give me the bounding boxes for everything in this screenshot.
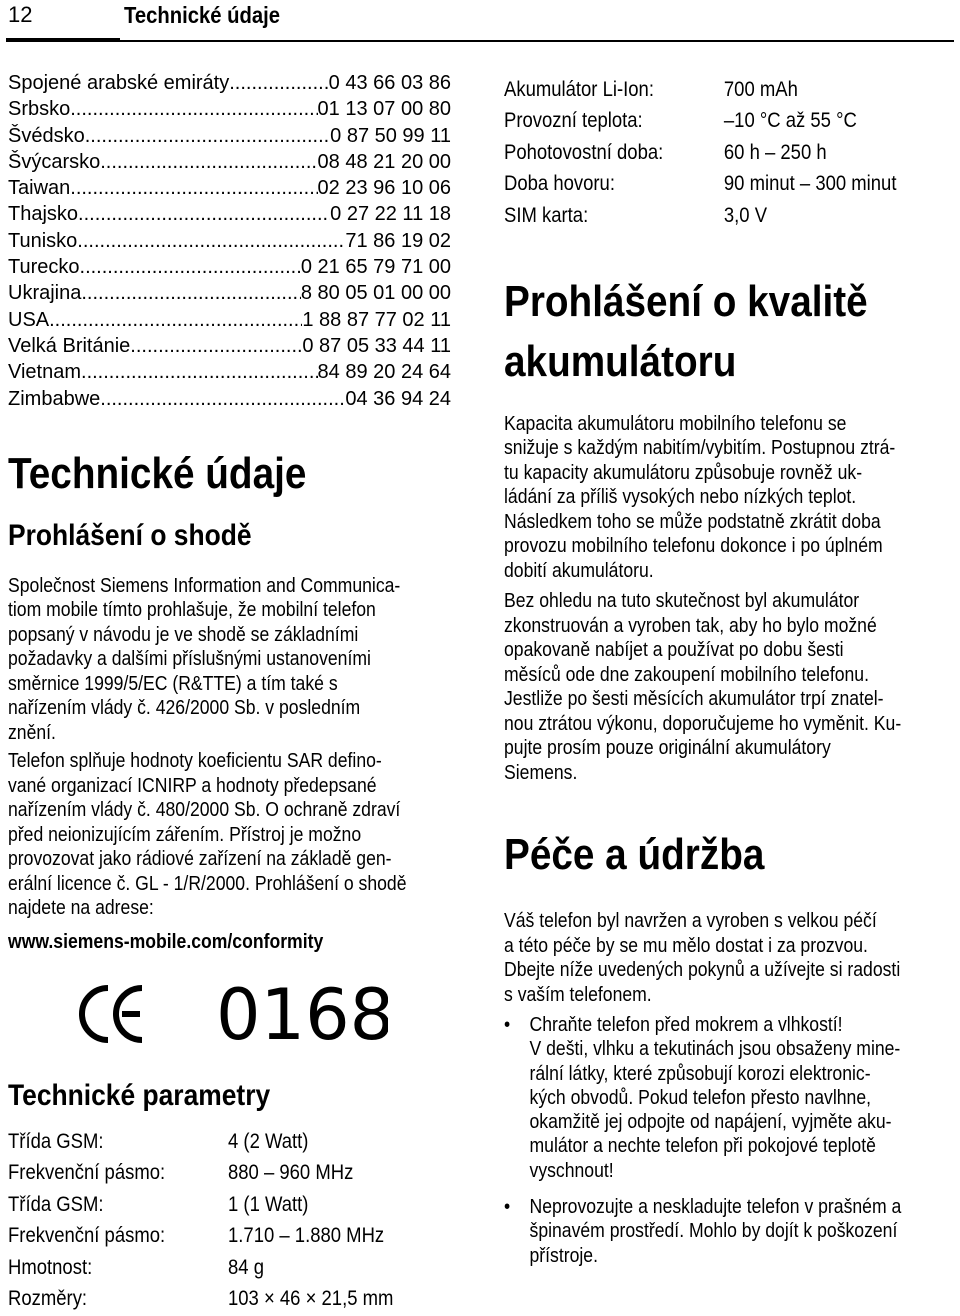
text-line: Váš telefon byl navržen a vyroben s velkou péčí	[504, 910, 877, 932]
spec-value: –10 °C až 55 °C	[723, 109, 857, 133]
text-line: pujte prosím pouze originální akumulátory	[504, 737, 831, 759]
text-line: provozu mobilního telefonu dokonce i po úplném	[504, 535, 883, 557]
country-row	[8, 201, 451, 227]
page-header	[0, 0, 960, 46]
tech-params-table	[8, 1126, 393, 1315]
list-item	[504, 1195, 902, 1268]
battery-spec-table	[504, 74, 896, 232]
text-line: Dbejte níže uvedených pokynů a užívejte si radosti	[504, 959, 901, 981]
country-row	[8, 386, 451, 412]
param-value: 1 (1 Watt)	[228, 1192, 309, 1216]
text-line: kých obvodů. Pokud telefon přesto navlhne,	[529, 1086, 872, 1109]
country-name: Srbsko	[8, 98, 71, 121]
conformity-paragraph-1	[8, 574, 406, 746]
text-line: Kapacita akumulátoru mobilního telefonu se	[504, 412, 847, 435]
leader-dots	[70, 175, 317, 201]
ce-mark	[78, 982, 388, 1051]
text-line: tu kapacity akumulátoru způsobuje rovněž uk-	[504, 461, 863, 484]
country-phone: 0 43 66 03 86	[328, 72, 451, 94]
text-line: Siemens.	[504, 761, 578, 784]
table-row	[8, 1126, 393, 1158]
leader-dots	[85, 123, 330, 149]
table-row	[504, 200, 896, 232]
section-title-technical-data: Technické údaje	[8, 448, 307, 498]
text-line: a této péče by se mu mělo dostat i za prozvou.	[504, 934, 868, 957]
text-line: popsaný v návodu je ve shodě se základními	[8, 623, 359, 646]
country-phone: 0 87 50 99 11	[330, 124, 451, 147]
country-row	[8, 359, 451, 385]
page-number: 12	[8, 2, 33, 27]
country-phone: 02 23 96 10 06	[317, 177, 451, 200]
table-row	[504, 74, 896, 106]
text-line: Neprovozujte a neskladujte telefon v prašném a	[529, 1196, 902, 1219]
text-line: okamžitě jej odpojte od napájení, vyjměte aku-	[529, 1111, 892, 1134]
spec-label: Akumulátor Li-Ion:	[504, 77, 654, 101]
quality-paragraph-1	[504, 412, 896, 584]
bullet-icon: •	[504, 1196, 511, 1219]
list-item	[504, 1013, 901, 1183]
country-phone: 0 87 05 33 44 11	[302, 334, 451, 357]
text-line: znění.	[8, 721, 56, 744]
text-line: požadavky a dalšími příslušnými ustanoveními	[8, 648, 371, 671]
country-row	[8, 96, 451, 122]
country-row	[8, 175, 451, 201]
country-phone: 0 27 22 11 18	[330, 203, 451, 226]
country-phone: 08 48 21 20 00	[317, 150, 451, 173]
country-row	[8, 149, 451, 175]
country-row	[8, 307, 451, 333]
text-line: před neionizujícím zářením. Přístroj je možno	[8, 823, 362, 846]
country-row	[8, 280, 451, 306]
param-label: Frekvenční pásmo:	[8, 1161, 166, 1185]
param-value: 103 × 46 × 21,5 mm	[228, 1287, 394, 1311]
text-line: provozovat jako rádiové zařízení na základě gen-	[8, 848, 392, 871]
text-line: směrnice 1999/5/EC (R&TTE) a tím také s	[8, 672, 338, 695]
country-phone: 04 36 94 24	[345, 387, 451, 410]
leader-dots	[81, 359, 318, 385]
table-row	[8, 1221, 393, 1253]
country-row	[8, 70, 451, 96]
text-line: mulátor a nechte telefon při pokojové teplotě	[529, 1135, 876, 1158]
leader-dots	[100, 386, 345, 412]
section-title-care: Péče a údržba	[504, 830, 765, 879]
conformity-paragraph-2	[8, 749, 406, 921]
left-column	[8, 70, 460, 954]
quality-paragraph-2	[504, 589, 902, 785]
country-phone: 71 86 19 02	[345, 229, 451, 252]
param-label: Frekvenční pásmo:	[8, 1224, 166, 1248]
conformity-url: www.siemens-mobile.com/conformity	[8, 930, 324, 953]
text-line: ládání za příliš vysokých nebo nízkých teplot.	[504, 486, 857, 508]
text-line: Telefon splňuje hodnoty koeficientu SAR defino-	[8, 750, 382, 773]
spec-label: Provozní teplota:	[504, 109, 643, 133]
leader-dots	[130, 333, 302, 359]
country-row	[8, 228, 451, 254]
leader-dots	[78, 201, 330, 227]
text-line: přístroje.	[529, 1244, 598, 1267]
country-name: Ukrajina	[8, 282, 82, 305]
country-phone: 84 89 20 24 64	[317, 361, 451, 384]
country-phone: 0 21 65 79 71 00	[300, 256, 451, 279]
country-phone: 8 80 05 01 00 00	[300, 282, 451, 305]
text-line: nařízením vlády č. 480/2000 Sb. O ochraně zdraví	[8, 799, 401, 822]
leader-dots	[81, 280, 301, 306]
text-line: erální licence č. GL - 1/R/2000. Prohlášení o shodě	[8, 872, 407, 895]
ce-number: 0168	[216, 982, 388, 1046]
leader-dots	[229, 70, 328, 96]
header-rule-thick	[6, 38, 120, 42]
text-line: Chraňte telefon před mokrem a vlhkostí!	[529, 1014, 843, 1036]
country-row	[8, 333, 451, 359]
right-column	[504, 74, 950, 1280]
spec-value: 90 minut – 300 minut	[723, 172, 897, 196]
care-tips-list	[504, 1013, 902, 1268]
text-line: najdete na adrese:	[8, 897, 154, 920]
country-name: Vietnam	[8, 361, 82, 384]
leader-dots	[49, 307, 302, 333]
country-name: Spojené arabské emiráty	[8, 72, 230, 94]
text-line: snižuje s každým nabitím/vybitím. Postupnou ztrá-	[504, 437, 896, 459]
param-label: Třída GSM:	[8, 1192, 104, 1216]
text-line: špinavém prostředí. Mohlo by dojít k poškození	[529, 1220, 898, 1243]
country-name: Velká Británie	[8, 334, 131, 357]
country-name: Turecko	[8, 256, 80, 279]
text-line: Následkem toho se může podstatně zkrátit doba	[504, 510, 881, 533]
text-line: Jestliže po šesti měsících akumulátor trpí znatel-	[504, 688, 884, 710]
subsection-title-conformity: Prohlášení o shodě	[8, 518, 252, 552]
text-line: vyschnout!	[529, 1159, 614, 1182]
text-line: nařízením vlády č. 426/2000 Sb. v posledním	[8, 697, 361, 720]
country-name: Thajsko	[8, 203, 79, 226]
table-row	[8, 1189, 393, 1221]
bullet-icon: •	[504, 1014, 511, 1036]
text-line: měsíců ode dne zakoupení mobilního telefonu.	[504, 663, 869, 686]
country-name: Švédsko	[8, 124, 85, 147]
text-line: opakovaně nabíjet a používat po dobu šesti	[504, 639, 844, 661]
param-value: 880 – 960 MHz	[228, 1161, 354, 1185]
text-line: zkonstruován a vyroben tak, aby ho bylo možné	[504, 614, 877, 637]
section-title-battery-quality	[504, 272, 896, 392]
text-line: Bez ohledu na tuto skutečnost byl akumulátor	[504, 590, 860, 612]
text-line: V dešti, vlhku a tekutinách jsou obsaženy mine-	[529, 1038, 901, 1061]
param-value: 4 (2 Watt)	[228, 1129, 309, 1153]
table-row	[504, 169, 896, 201]
text-line: tiom mobile tímto prohlašuje, že mobilní telefon	[8, 599, 376, 622]
heading-line: akumulátoru	[504, 336, 737, 386]
country-phone: 1 88 87 77 02 11	[302, 308, 451, 331]
param-label: Hmotnost:	[8, 1255, 93, 1279]
table-row	[8, 1284, 393, 1316]
header-rule	[120, 40, 954, 42]
text-line: vané organizací ICNIRP a hodnoty předepsané	[8, 774, 377, 797]
country-row	[8, 123, 451, 149]
table-row	[8, 1158, 393, 1190]
country-name: Taiwan	[8, 177, 71, 200]
country-row	[8, 254, 451, 280]
param-label: Třída GSM:	[8, 1129, 104, 1153]
ce-logo	[78, 982, 388, 1046]
spec-value: 60 h – 250 h	[723, 140, 827, 164]
country-name: Zimbabwe	[8, 387, 101, 410]
leader-dots	[70, 96, 317, 122]
text-line: dobití akumulátoru.	[504, 559, 654, 582]
text-line: nou ztrátou výkonu, doporučujeme ho vyměnit. Ku-	[504, 712, 902, 735]
heading-line: Prohlášení o kvalitě	[504, 276, 868, 326]
country-phone: 01 13 07 00 80	[317, 98, 451, 121]
table-row	[504, 106, 896, 138]
country-name: Tunisko	[8, 229, 78, 252]
leader-dots	[80, 254, 301, 280]
spec-label: Pohotovostní doba:	[504, 140, 664, 164]
spec-value: 700 mAh	[723, 77, 798, 101]
subsection-title-parameters: Technické parametry	[8, 1079, 271, 1112]
country-name: USA	[8, 308, 50, 331]
param-value: 1.710 – 1.880 MHz	[228, 1224, 385, 1248]
param-value: 84 g	[228, 1255, 264, 1279]
country-phone-list	[8, 70, 460, 412]
spec-value: 3,0 V	[723, 203, 768, 227]
tech-params-block	[8, 1076, 460, 1315]
leader-dots	[77, 228, 345, 254]
text-line: Společnost Siemens Information and Communica-	[8, 574, 401, 597]
country-name: Švýcarsko	[8, 150, 101, 173]
text-line: rální látky, které způsobují korozi elektronic-	[529, 1062, 871, 1085]
text-line: s vaším telefonem.	[504, 983, 652, 1006]
table-row	[8, 1252, 393, 1284]
leader-dots	[100, 149, 317, 175]
care-intro	[504, 909, 901, 1007]
spec-label: Doba hovoru:	[504, 172, 615, 196]
param-label: Rozměry:	[8, 1287, 88, 1311]
table-row	[504, 137, 896, 169]
spec-label: SIM karta:	[504, 203, 589, 227]
running-title: Technické údaje	[124, 2, 280, 28]
